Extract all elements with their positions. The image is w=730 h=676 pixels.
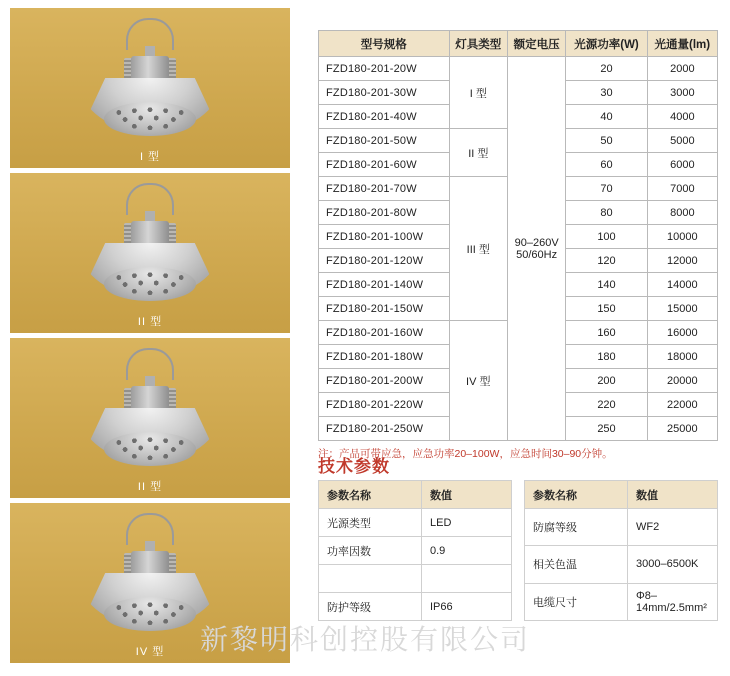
cell-flux: 20000 xyxy=(647,369,717,393)
cell-power: 60 xyxy=(566,153,647,177)
cell-flux: 6000 xyxy=(647,153,717,177)
cell-param-value: IP66 xyxy=(422,593,512,621)
cell-model: FZD180-201-200W xyxy=(319,369,450,393)
col-header-flux: 光通量(lm) xyxy=(647,31,717,57)
cell-param-value xyxy=(422,565,512,593)
cell-flux: 15000 xyxy=(647,297,717,321)
tech-params-title: 技术参数 xyxy=(318,457,390,476)
cell-power: 180 xyxy=(566,345,647,369)
cell-flux: 2000 xyxy=(647,57,717,81)
voltage-line-2: 50/60Hz xyxy=(516,248,558,261)
cell-param-name xyxy=(319,565,422,593)
table-header-row xyxy=(319,31,718,57)
tech-params-section xyxy=(318,480,718,621)
cell-param-name: 电缆尺寸 xyxy=(525,583,628,620)
cell-flux: 4000 xyxy=(647,105,717,129)
cell-power: 50 xyxy=(566,129,647,153)
tech-params-table-right xyxy=(524,480,718,621)
cell-flux: 3000 xyxy=(647,81,717,105)
cell-model: FZD180-201-50W xyxy=(319,129,450,153)
col-header-voltage: 额定电压 xyxy=(507,31,565,57)
table-row xyxy=(319,537,512,565)
cell-param-value: WF2 xyxy=(628,509,718,546)
specification-section xyxy=(318,30,718,461)
col-header-type: 灯具类型 xyxy=(449,31,507,57)
spec-table-note: 注：产品可带应急，应急功率20–100W，应急时间30–90分钟。 xyxy=(318,448,613,460)
col-header-power: 光源功率(W) xyxy=(566,31,647,57)
cell-model: FZD180-201-180W xyxy=(319,345,450,369)
cell-power: 70 xyxy=(566,177,647,201)
cell-flux: 25000 xyxy=(647,417,717,441)
cell-model: FZD180-201-160W xyxy=(319,321,450,345)
product-image-caption: I 型 xyxy=(139,151,161,163)
col-header-model: 型号规格 xyxy=(319,31,450,57)
cell-model: FZD180-201-60W xyxy=(319,153,450,177)
product-image-card[interactable] xyxy=(10,338,290,498)
cell-power: 80 xyxy=(566,201,647,225)
cell-model: FZD180-201-30W xyxy=(319,81,450,105)
product-image-card[interactable] xyxy=(10,173,290,333)
cell-power: 40 xyxy=(566,105,647,129)
table-header-row xyxy=(319,481,512,509)
product-image-card[interactable] xyxy=(10,8,290,168)
cell-param-value: 3000–6500K xyxy=(628,546,718,583)
table-row xyxy=(525,546,718,583)
cell-model: FZD180-201-100W xyxy=(319,225,450,249)
cell-power: 100 xyxy=(566,225,647,249)
high-bay-lamp-icon xyxy=(75,348,225,478)
cell-flux: 18000 xyxy=(647,345,717,369)
cell-power: 150 xyxy=(566,297,647,321)
cell-param-value: 0.9 xyxy=(422,537,512,565)
col-header-param-value: 数值 xyxy=(628,481,718,509)
col-header-param-value: 数值 xyxy=(422,481,512,509)
cell-param-name: 防护等级 xyxy=(319,593,422,621)
cell-param-name: 防腐等级 xyxy=(525,509,628,546)
cell-power: 160 xyxy=(566,321,647,345)
cell-param-name: 功率因数 xyxy=(319,537,422,565)
cell-power: 220 xyxy=(566,393,647,417)
product-image-gallery xyxy=(10,8,290,668)
cell-model: FZD180-201-220W xyxy=(319,393,450,417)
cell-voltage xyxy=(507,57,565,441)
product-image-caption: II 型 xyxy=(137,316,163,328)
cell-flux: 7000 xyxy=(647,177,717,201)
cell-model: FZD180-201-250W xyxy=(319,417,450,441)
product-image-caption: II 型 xyxy=(137,481,163,493)
cell-type: II 型 xyxy=(449,129,507,177)
table-row xyxy=(525,509,718,546)
cell-flux: 10000 xyxy=(647,225,717,249)
product-image-caption: IV 型 xyxy=(135,646,165,658)
table-row xyxy=(319,565,512,593)
col-header-param-name: 参数名称 xyxy=(525,481,628,509)
cell-model: FZD180-201-150W xyxy=(319,297,450,321)
cell-power: 30 xyxy=(566,81,647,105)
cell-type: I 型 xyxy=(449,57,507,129)
voltage-line-1: 90–260V xyxy=(514,236,559,249)
cell-flux: 14000 xyxy=(647,273,717,297)
cell-model: FZD180-201-140W xyxy=(319,273,450,297)
cell-model: FZD180-201-120W xyxy=(319,249,450,273)
cell-flux: 5000 xyxy=(647,129,717,153)
tech-params-table-left xyxy=(318,480,512,621)
cell-flux: 8000 xyxy=(647,201,717,225)
cell-model: FZD180-201-20W xyxy=(319,57,450,81)
cell-type: III 型 xyxy=(449,177,507,321)
cell-param-value: LED xyxy=(422,509,512,537)
table-row xyxy=(319,57,718,81)
cell-param-value: Φ8–14mm/2.5mm² xyxy=(628,583,718,620)
cell-flux: 12000 xyxy=(647,249,717,273)
cell-model: FZD180-201-40W xyxy=(319,105,450,129)
company-watermark: 新黎明科创控股有限公司 xyxy=(199,623,530,656)
cell-model: FZD180-201-80W xyxy=(319,201,450,225)
high-bay-lamp-icon xyxy=(75,183,225,313)
cell-model: FZD180-201-70W xyxy=(319,177,450,201)
cell-type: IV 型 xyxy=(449,321,507,441)
specification-table xyxy=(318,30,718,441)
table-row xyxy=(525,583,718,620)
table-header-row xyxy=(525,481,718,509)
high-bay-lamp-icon xyxy=(75,18,225,148)
table-row xyxy=(319,593,512,621)
cell-power: 200 xyxy=(566,369,647,393)
cell-param-name: 相关色温 xyxy=(525,546,628,583)
cell-param-name: 光源类型 xyxy=(319,509,422,537)
cell-power: 120 xyxy=(566,249,647,273)
cell-flux: 22000 xyxy=(647,393,717,417)
table-row xyxy=(319,509,512,537)
col-header-param-name: 参数名称 xyxy=(319,481,422,509)
cell-power: 20 xyxy=(566,57,647,81)
cell-flux: 16000 xyxy=(647,321,717,345)
cell-power: 250 xyxy=(566,417,647,441)
cell-power: 140 xyxy=(566,273,647,297)
